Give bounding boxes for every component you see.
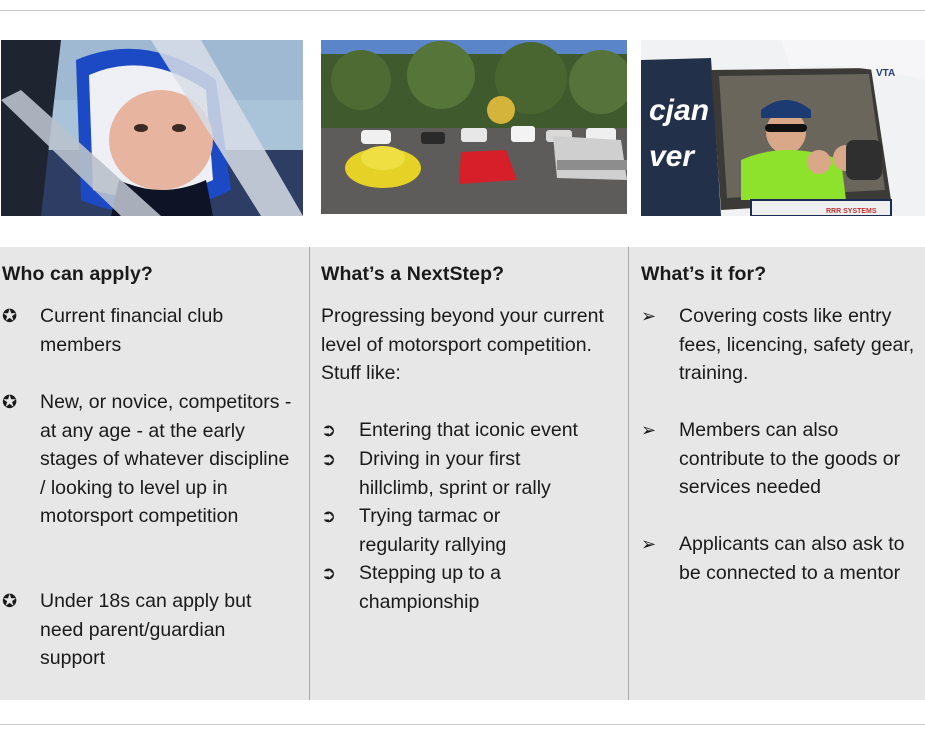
curved-arrow-icon: ➲: [321, 420, 337, 440]
curved-arrow-icon: ➲: [321, 563, 337, 583]
column-divider: [309, 247, 310, 700]
heading-who-can-apply: Who can apply?: [2, 263, 153, 285]
star-circle-icon: ✪: [2, 306, 18, 326]
photo-thumbs-up-driver: [641, 40, 925, 216]
door-sponsor-plate: RRR SYSTEMS: [826, 208, 877, 215]
list-item: ➲ Driving in your first hillclimb, sprint or rally: [321, 445, 621, 502]
list-item: ✪ Under 18s can apply but need parent/guardian support: [2, 587, 302, 673]
column-divider: [628, 247, 629, 700]
list-item: ➢ Applicants can also ask to be connected to a mentor: [641, 530, 925, 587]
arrowhead-icon: ➢: [641, 420, 657, 440]
curved-arrow-icon: ➲: [321, 449, 337, 469]
list-item: ✪ Current financial club members: [2, 302, 302, 359]
list-item: ➲ Stepping up to a championship: [321, 559, 621, 616]
star-circle-icon: ✪: [2, 591, 18, 611]
heading-whats-a-nextstep: What’s a NextStep?: [321, 263, 505, 285]
list-item: ✪ New, or novice, competitors - at any age - at the early stages of whatever discipline / looking to level up in motorsport competition: [2, 388, 302, 531]
windscreen-sticker: VTA: [876, 68, 896, 79]
arrowhead-icon: ➢: [641, 306, 657, 326]
door-lettering-line1: cjan: [649, 94, 710, 127]
top-rule: [0, 10, 925, 11]
list-item: ➢ Members can also contribute to the goods or services needed: [641, 416, 925, 502]
star-circle-icon: ✪: [2, 392, 18, 412]
list-item: ➲ Entering that iconic event: [321, 416, 621, 445]
door-lettering-line2: ver: [649, 140, 695, 173]
photo-helmet-driver: [1, 40, 303, 216]
heading-whats-it-for: What’s it for?: [641, 263, 767, 285]
photo-parked-cars: [321, 40, 627, 214]
nextstep-intro: Progressing beyond your current level of motorsport competition. Stuff like:: [321, 305, 604, 385]
list-item: ➲ Trying tarmac or regularity rallying: [321, 502, 621, 559]
curved-arrow-icon: ➲: [321, 506, 337, 526]
arrowhead-icon: ➢: [641, 534, 657, 554]
list-item: ➢ Covering costs like entry fees, licencing, safety gear, training.: [641, 302, 925, 388]
bottom-rule: [0, 724, 925, 725]
